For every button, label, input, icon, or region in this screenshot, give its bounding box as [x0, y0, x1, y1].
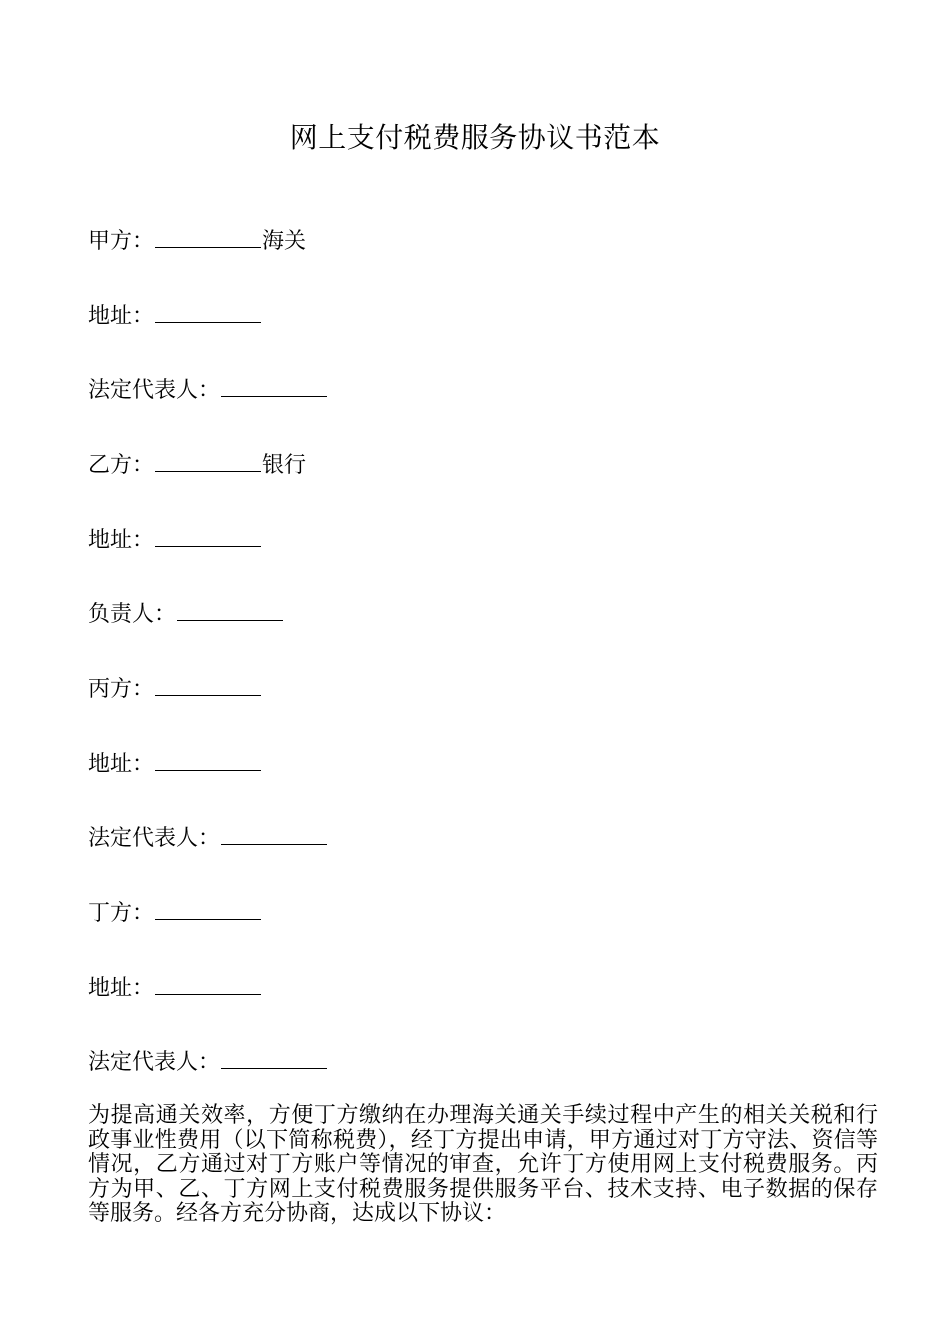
party-d-rep-label: 法定代表人： [88, 1050, 221, 1075]
party-c-rep-label: 法定代表人： [88, 826, 221, 851]
party-d-address-blank[interactable] [155, 966, 261, 995]
party-d-label: 丁方： [88, 901, 155, 926]
party-b-field [88, 443, 306, 482]
party-c-address-label: 地址： [88, 752, 155, 777]
party-a-suffix: 海关 [262, 229, 307, 254]
party-a-rep-field [88, 368, 328, 407]
party-c-address-blank[interactable] [155, 742, 261, 771]
party-c-address-field [88, 742, 262, 781]
party-b-rep-label: 负责人： [88, 602, 177, 627]
party-d-rep-blank[interactable] [221, 1040, 327, 1069]
party-b-label: 乙方： [88, 453, 155, 478]
party-b-rep-field [88, 592, 284, 631]
party-a-blank[interactable] [155, 219, 261, 248]
party-c-rep-blank[interactable] [221, 816, 327, 845]
party-a-label: 甲方： [88, 229, 155, 254]
party-d-rep-field [88, 1040, 328, 1079]
party-c-rep-field [88, 816, 328, 855]
party-b-address-blank[interactable] [155, 518, 261, 547]
party-a-address-blank[interactable] [155, 294, 261, 323]
party-d-blank[interactable] [155, 891, 261, 920]
party-a-address-label: 地址： [88, 304, 155, 329]
party-d-field [88, 891, 262, 930]
party-a-field [88, 219, 306, 258]
party-c-label: 丙方： [88, 677, 155, 702]
party-b-suffix: 银行 [262, 453, 307, 478]
party-b-rep-blank[interactable] [177, 592, 283, 621]
party-a-address-field [88, 294, 262, 333]
party-c-blank[interactable] [155, 667, 261, 696]
party-b-address-label: 地址： [88, 528, 155, 553]
party-b-blank[interactable] [155, 443, 261, 472]
party-a-rep-label: 法定代表人： [88, 378, 221, 403]
party-c-field [88, 667, 262, 706]
party-d-address-field [88, 966, 262, 1005]
party-a-rep-blank[interactable] [221, 368, 327, 397]
document-title: 网上支付税费服务协议书范本 [289, 121, 661, 154]
party-d-address-label: 地址： [88, 976, 155, 1001]
intro-paragraph: 为提高通关效率，方便丁方缴纳在办理海关通关手续过程中产生的相关关税和行政事业性费用（以下简称税费），经丁方提出申请，甲方通过对丁方守法、资信等情况，乙方通过对丁方账户等情况的审查，允许丁方使用网上支付税费服务。丙方为甲、乙、丁方网上支付税费服务提供服务平台、技术支持、电子数据的保存等服务。经各方充分协商，达成以下协议： [88, 1103, 878, 1226]
party-b-address-field [88, 518, 262, 557]
